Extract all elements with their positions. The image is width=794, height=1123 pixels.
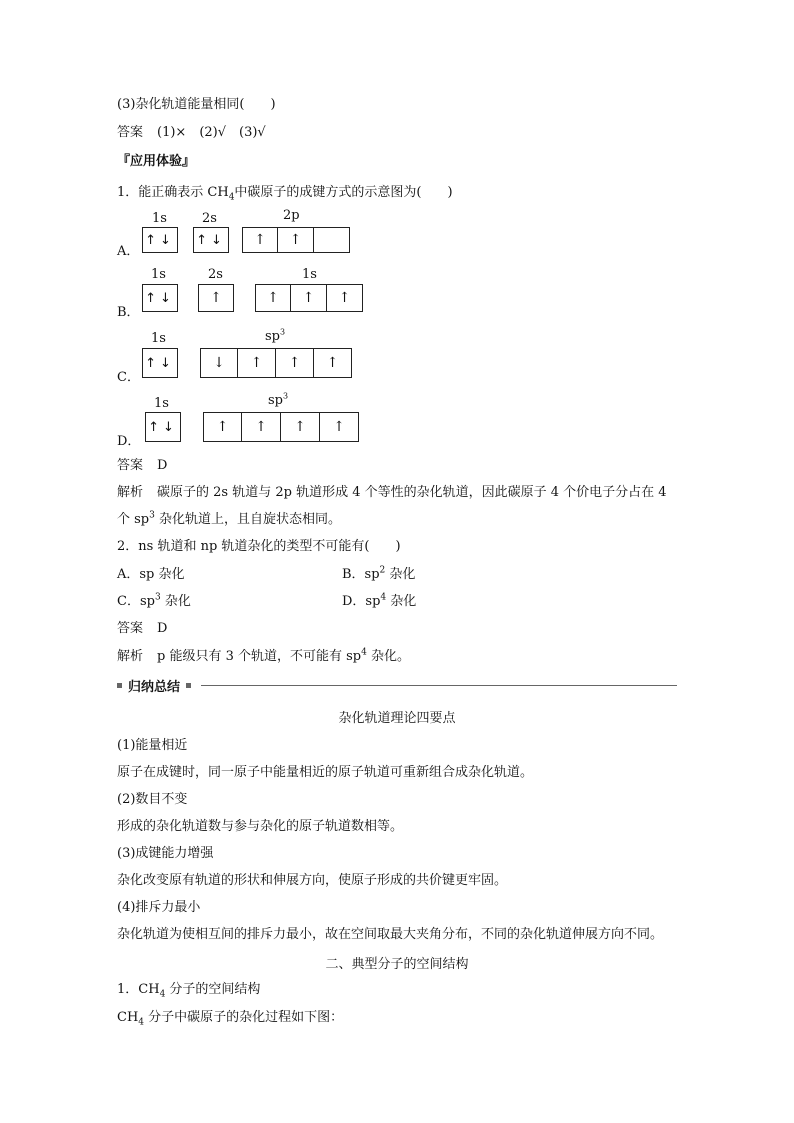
sub1-text-prefix: CH <box>117 1010 139 1025</box>
bullet-square-icon <box>117 683 122 688</box>
option-a-letter: A． <box>117 244 140 259</box>
orbital-cell: ↑ <box>320 412 359 442</box>
option-b-label-2s: 2s <box>208 267 223 282</box>
q2-d-prefix: D．sp <box>342 594 381 609</box>
q2-c-suffix: 杂化 <box>160 594 191 609</box>
orbital-cell: ↑ <box>242 412 281 442</box>
orbital-cell: ↑ <box>242 227 278 253</box>
point-1-body: 原子在成键时，同一原子中能量相近的原子轨道可重新组合成杂化轨道。 <box>117 765 534 780</box>
q1-stem-prefix: 1．能正确表示 CH <box>117 185 229 200</box>
bullet-square-icon <box>186 683 191 688</box>
option-d-label-sp3 <box>268 393 288 408</box>
analysis-q2-sup: 4 <box>361 647 367 658</box>
q2-b-prefix: B．sp <box>342 567 380 582</box>
point-2-body: 形成的杂化轨道数与参与杂化的原子轨道数相等。 <box>117 819 404 834</box>
point-4-title: (4)排斥力最小 <box>117 900 201 915</box>
point-2-title: (2)数目不变 <box>117 792 188 807</box>
divider-line <box>201 685 677 686</box>
orbital-cell: ↑ <box>327 284 363 312</box>
option-c-label-sup: 3 <box>280 327 286 337</box>
answer-text: D <box>157 458 168 473</box>
analysis-line2-suffix: 杂化轨道上，且自旋状态相同。 <box>154 512 342 527</box>
q2-b-sup: 2 <box>379 565 386 576</box>
question-2-stem: 2．ns 轨道和 np 轨道杂化的类型不可能有( ) <box>117 539 401 554</box>
point-4-body: 杂化轨道为使相互间的排斥力最小，故在空间取最大夹角分布，不同的杂化轨道伸展方向不同。 <box>117 927 664 942</box>
sub1-text-suffix: 分子中碳原子的杂化过程如下图： <box>144 1010 344 1025</box>
orbital-cell: ↑ <box>238 348 276 378</box>
q1-stem-suffix: 中碳原子的成键方式的示意图为( ) <box>234 185 453 200</box>
orbital-cell: ↑ <box>278 227 314 253</box>
sub1-sub: 4 <box>159 989 166 1000</box>
orbital-cell: ↑ <box>291 284 327 312</box>
option-c-label-sp: sp <box>265 329 280 344</box>
q2-option-b <box>342 566 415 584</box>
analysis-line2-sup: 3 <box>149 510 155 521</box>
option-a-label-2p: 2p <box>283 208 300 223</box>
option-d-1s-box <box>145 412 181 442</box>
orbital-cell <box>314 227 350 253</box>
q1-stem-sub: 4 <box>228 192 235 203</box>
q2-d-sup: 4 <box>380 592 387 603</box>
analysis-text: 碳原子的 2s 轨道与 2p 轨道形成 4 个等性的杂化轨道，因此碳原子 4 个价电子分占在 4 <box>157 485 667 500</box>
subsection-1-title <box>117 981 260 999</box>
option-a-2s-box <box>193 227 229 253</box>
analysis-q2-prefix: p 能级只有 3 个轨道，不可能有 sp <box>157 649 362 664</box>
q2-option-a: A．sp 杂化 <box>117 567 185 582</box>
orbital-cell: ↓ <box>200 348 238 378</box>
analysis-q1-line1 <box>117 484 667 502</box>
answer-label: 答案 <box>117 125 144 140</box>
orbital-cell: ↑ <box>314 348 352 378</box>
sub1-text-sub: 4 <box>138 1017 145 1028</box>
answer-block-q2 <box>117 620 167 638</box>
summary-label: 归纳总结 <box>128 680 181 695</box>
answer-label: 答案 <box>117 458 144 473</box>
orbital-cell: ↑↓ <box>142 284 178 312</box>
summary-title: 杂化轨道理论四要点 <box>338 711 456 726</box>
question-1-stem <box>117 184 453 202</box>
option-b-letter: B． <box>117 305 140 320</box>
q2-option-d <box>342 593 416 611</box>
q2-option-c <box>117 593 191 611</box>
option-a-label-2s: 2s <box>202 211 217 226</box>
q2-c-sup: 3 <box>154 592 161 603</box>
answer-label: 答案 <box>117 621 144 636</box>
orbital-cell: ↑↓ <box>142 348 178 378</box>
analysis-label: 解析 <box>117 485 144 500</box>
orbital-cell: ↑ <box>203 412 242 442</box>
answer-text: (1)× (2)√ (3)√ <box>157 125 266 140</box>
option-b-1s-box <box>142 284 178 312</box>
orbital-cell: ↑↓ <box>142 227 178 253</box>
section-title-application: 『应用体验』 <box>117 154 196 169</box>
option-d-label-sp: sp <box>268 393 283 408</box>
option-b-p-box <box>255 284 363 312</box>
orbital-cell: ↑↓ <box>193 227 229 253</box>
point-3-body: 杂化改变原有轨道的形状和伸展方向，使原子形成的共价键更牢固。 <box>117 873 508 888</box>
q2-d-suffix: 杂化 <box>386 594 417 609</box>
question-3-statement: (3)杂化轨道能量相同( ) <box>117 97 276 112</box>
option-c-1s-box <box>142 348 178 378</box>
orbital-cell: ↑↓ <box>145 412 181 442</box>
section-2-title: 二、典型分子的空间结构 <box>325 957 469 972</box>
analysis-q2-suffix: 杂化。 <box>366 649 411 664</box>
option-d-label-1s: 1s <box>154 396 169 411</box>
option-c-sp3-box <box>200 348 352 378</box>
answer-block-1 <box>117 124 266 142</box>
sub1-suffix: 分子的空间结构 <box>165 982 261 997</box>
subsection-1-text <box>117 1009 343 1027</box>
option-d-label-sup: 3 <box>283 391 289 401</box>
analysis-q1-line2 <box>117 511 341 529</box>
summary-header <box>117 676 677 695</box>
option-d-letter: D． <box>117 434 141 449</box>
option-a-2p-box <box>242 227 350 253</box>
point-1-title: (1)能量相近 <box>117 738 188 753</box>
point-3-title: (3)成键能力增强 <box>117 846 214 861</box>
option-c-label-sp3 <box>265 329 285 344</box>
orbital-cell: ↑ <box>281 412 320 442</box>
option-c-letter: C． <box>117 370 140 385</box>
analysis-line2-prefix: 个 sp <box>117 512 150 527</box>
sub1-prefix: 1．CH <box>117 982 160 997</box>
answer-block-q1 <box>117 457 167 475</box>
option-b-2s-box <box>198 284 234 312</box>
orbital-cell: ↑ <box>198 284 234 312</box>
option-c-label-1s: 1s <box>151 331 166 346</box>
answer-text: D <box>157 621 168 636</box>
q2-b-suffix: 杂化 <box>385 567 416 582</box>
analysis-label: 解析 <box>117 649 144 664</box>
option-d-sp3-box <box>203 412 359 442</box>
orbital-cell: ↑ <box>255 284 291 312</box>
option-a-1s-box <box>142 227 178 253</box>
option-a-label-1s: 1s <box>152 211 167 226</box>
option-b-label-1s: 1s <box>151 267 166 282</box>
q2-c-prefix: C．sp <box>117 594 155 609</box>
analysis-q2 <box>117 648 410 666</box>
option-b-label-1s-b: 1s <box>302 267 317 282</box>
orbital-cell: ↑ <box>276 348 314 378</box>
